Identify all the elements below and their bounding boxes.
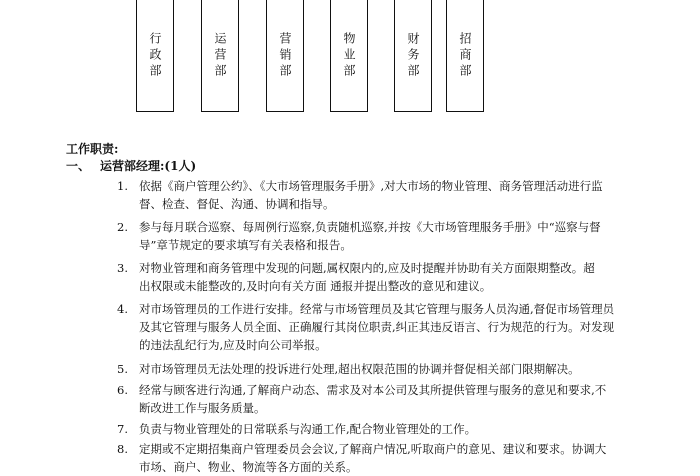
dept-label: 财务部 — [406, 31, 420, 80]
dept-label: 运营部 — [213, 31, 227, 80]
duty-line: 参与每月联合巡察、每周例行巡察,负责随机巡察,并按《大市场管理服务手册》中“巡察与督 — [139, 220, 601, 234]
duty-line: 出权限或未能整改的,及时向有关方面 通报并提出整改的意见和建议。 — [139, 279, 492, 293]
duty-number: 5. — [117, 362, 128, 376]
dept-label: 行政部 — [148, 31, 162, 80]
duty-line: 定期或不定期招集商户管理委员会会议,了解商户情况,听取商户的意见、建议和要求。协调大 — [139, 442, 607, 456]
duty-line: 对物业管理和商务管理中发现的问题,属权限内的,应及时提醒并协助有关方面限期整改。超 — [139, 261, 595, 275]
duty-line: 导”章节规定的要求填写有关表格和报告。 — [139, 238, 352, 252]
section-title: 工作职责: — [66, 142, 119, 156]
duty-line: 市场、商户、物业、物流等各方面的关系。 — [139, 460, 358, 474]
duty-number: 3. — [117, 261, 128, 275]
duty-line: 及其它管理与服务人员全面、正确履行其岗位职责,纠正其违反语言、行为规范的行为。对发现 — [139, 320, 615, 334]
duty-line: 经常与顾客进行沟通,了解商户动态、需求及对本公司及其所提供管理与服务的意见和要求,不 — [139, 383, 607, 397]
sub-heading-text: 运营部经理:(1人) — [100, 159, 197, 173]
duty-line: 依据《商户管理公约》、《大市场管理服务手册》,对大市场的物业管理、商务管理活动进行监 — [139, 179, 603, 193]
dept-label: 物业部 — [342, 31, 356, 80]
duty-number: 4. — [117, 302, 128, 316]
duty-number: 6. — [117, 383, 128, 397]
duty-line: 负责与物业管理处的日常联系与沟通工作,配合物业管理处的工作。 — [139, 422, 477, 436]
duty-line: 督、检查、督促、沟通、协调和指导。 — [139, 197, 335, 211]
duty-line: 断改进工作与服务质量。 — [139, 401, 266, 415]
duty-number: 1. — [117, 179, 128, 193]
sub-heading-number: 一、 — [66, 159, 91, 173]
duty-line: 的违法乱纪行为,应及时向公司举报。 — [139, 338, 327, 352]
duty-number: 8. — [117, 442, 128, 456]
duty-line: 对市场管理员的工作进行安排。经常与市场管理员及其它管理与服务人员沟通,督促市场管理员 — [139, 302, 615, 316]
dept-label: 营销部 — [278, 31, 292, 80]
duty-number: 7. — [117, 422, 128, 436]
dept-label: 招商部 — [458, 31, 472, 80]
duty-number: 2. — [117, 220, 128, 234]
duty-line: 对市场管理员无法处理的投诉进行处理,超出权限范围的协调并督促相关部门限期解决。 — [139, 362, 580, 376]
